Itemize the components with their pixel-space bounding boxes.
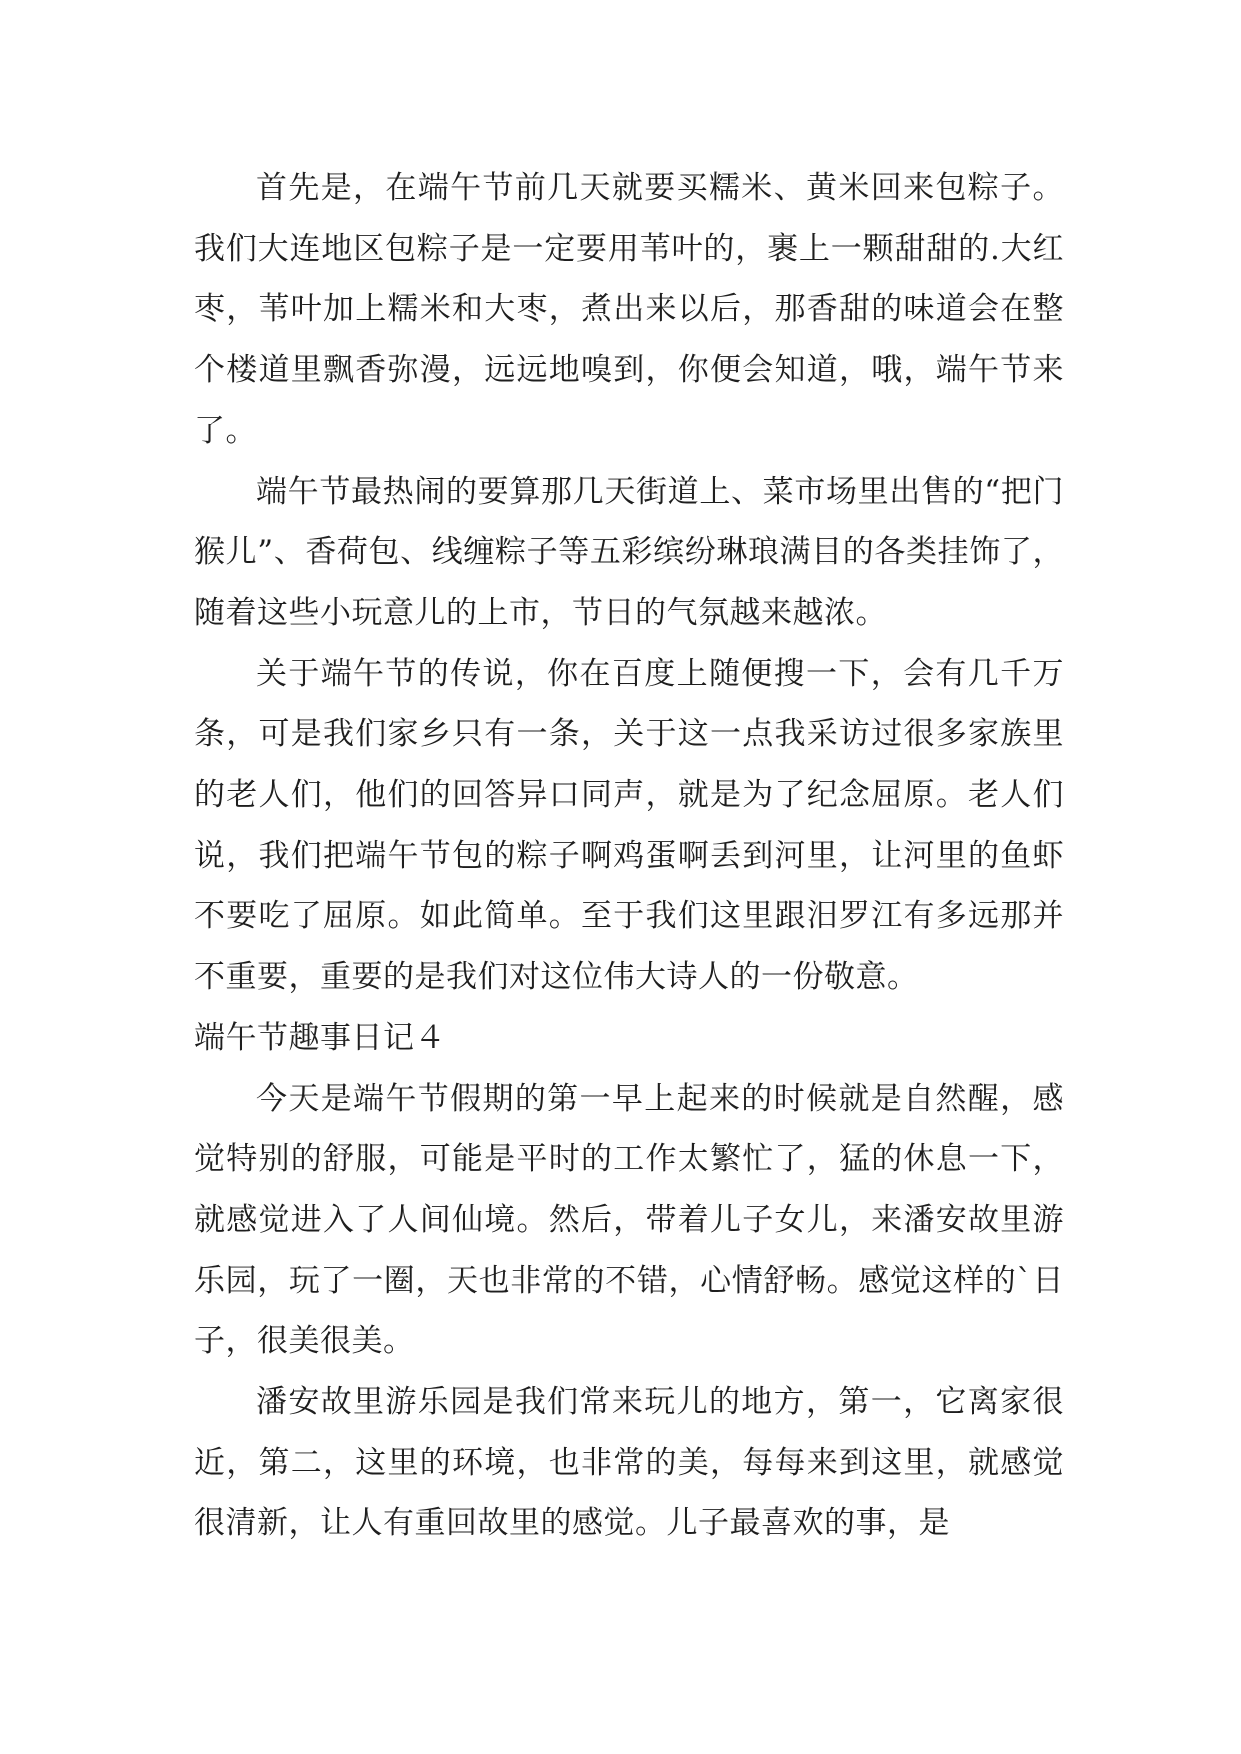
section-title: 端午节趣事日记４ [194, 1019, 446, 1056]
paragraph-zongzi: 首先是，在端午节前几天就要买糯米、黄米回来包粽子。我们大连地区包粽子是一定要用苇叶的，裹上一颗甜甜的.大红枣，苇叶加上糯米和大枣，煮出来以后，那香甜的味道会在整个楼道里飘香弥漫，远远地嗅到，你便会知道，哦，端午节来了。 [194, 170, 1064, 449]
paragraph-holiday-morning: 今天是端午节假期的第一早上起来的时候就是自然醒，感觉特别的舒服，可能是平时的工作太繁忙了，猛的休息一下，就感觉进入了人间仙境。然后，带着儿子女儿，来潘安故里游乐园，玩了一圈，天也非常的不错，心情舒畅。感觉这样的`日子，很美很美。 [194, 1080, 1064, 1360]
paragraph-amusement-park: 潘安故里游乐园是我们常来玩儿的地方，第一，它离家很近，第二，这里的环境，也非常的美，每每来到这里，就感觉很清新，让人有重回故里的感觉。儿子最喜欢的事，是 [194, 1384, 1064, 1542]
document-body [194, 158, 1064, 1554]
paragraph-legend-quyuan: 关于端午节的传说，你在百度上随便搜一下，会有几千万条，可是我们家乡只有一条，关于这一点我采访过很多家族里的老人们，他们的回答异口同声，就是为了纪念屈原。老人们说，我们把端午节包的粽子啊鸡蛋啊丢到河里，让河里的鱼虾不要吃了屈原。如此简单。至于我们这里跟汨罗江有多远那并不重要，重要的是我们对这位伟大诗人的一份敬意。 [194, 655, 1064, 996]
paragraph-market-decorations: 端午节最热闹的要算那几天街道上、菜市场里出售的“把门猴儿”、香荷包、线缠粽子等五彩缤纷琳琅满目的各类挂饰了，随着这些小玩意儿的上市，节日的气氛越来越浓。 [194, 473, 1064, 631]
